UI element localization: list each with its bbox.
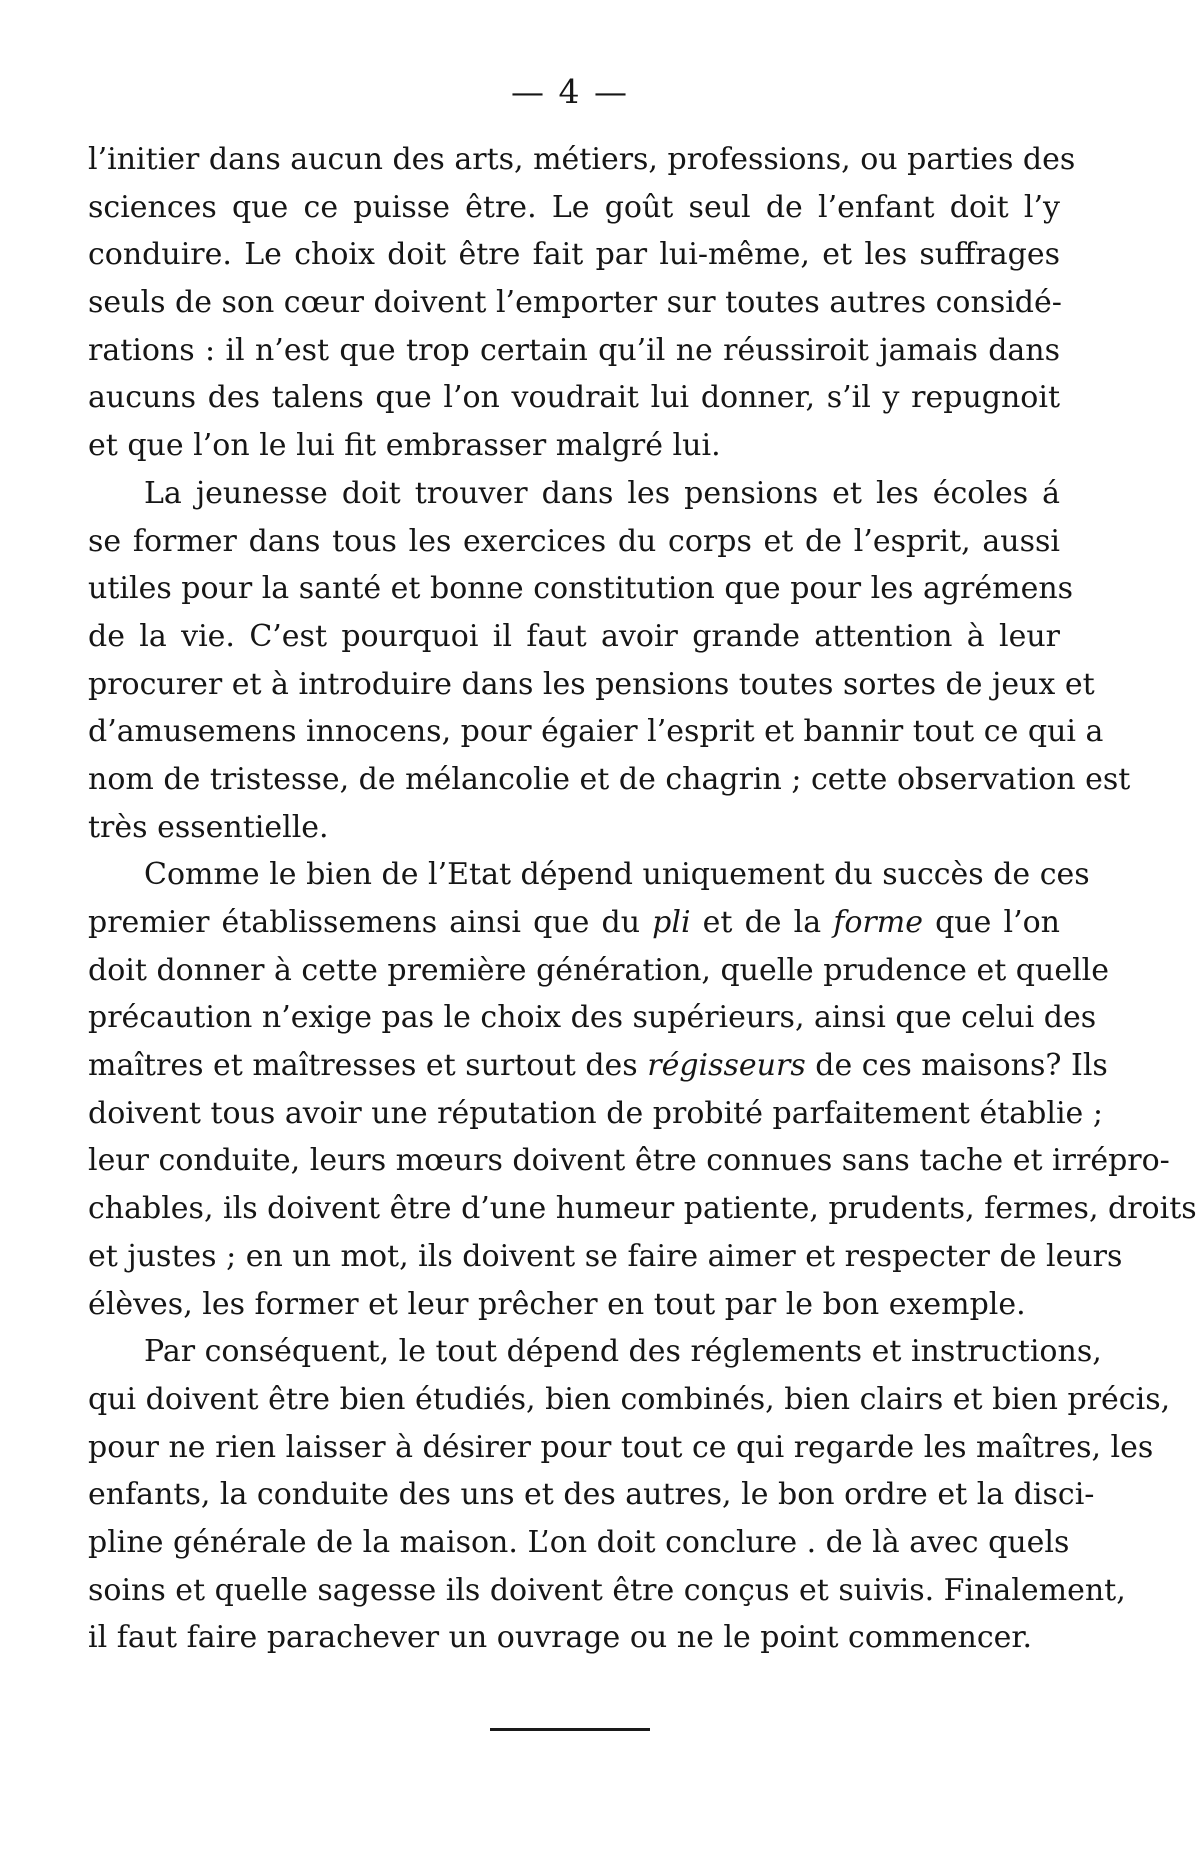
text-line: pline générale de la maison. L’on doit conclure . de là avec quels — [88, 1524, 1070, 1560]
italic-term: forme — [833, 905, 923, 940]
text-line: doit donner à cette première génération, quelle prudence et quelle — [88, 952, 1110, 988]
paragraph-1 — [88, 136, 1076, 470]
text-line: La jeunesse doit trouver dans les pensions et les écoles á — [144, 475, 1060, 511]
text-line: maîtres et maîtresses et surtout des régisseurs de ces maisons? Ils — [88, 1048, 1108, 1084]
text-line: sciences que ce puisse être. Le goût seul de l’enfant doit l’y — [88, 189, 1060, 225]
text-line: rations : il n’est que trop certain qu’il ne réussiroit jamais dans — [88, 332, 1060, 368]
text-line: chables, ils doivent être d’une humeur patiente, prudents, fermes, droits — [88, 1191, 1197, 1227]
text-line: élèves, les former et leur prêcher en tout par le bon exemple. — [88, 1286, 1026, 1322]
text-line: soins et quelle sagesse ils doivent être conçus et suivis. Finalement, — [88, 1572, 1126, 1608]
text-line: très essentielle. — [88, 809, 329, 845]
text-line: aucuns des talens que l’on voudrait lui donner, s’il y repugnoit — [88, 380, 1060, 416]
text-line: procurer et à introduire dans les pensions toutes sortes de jeux et — [88, 666, 1095, 702]
text-line: se former dans tous les exercices du corps et de l’esprit, aussi — [88, 523, 1060, 559]
paragraph-4 — [88, 1328, 1171, 1662]
text-line: utiles pour la santé et bonne constitution que pour les agrémens — [88, 571, 1074, 607]
text-line: d’amusemens innocens, pour égaier l’esprit et bannir tout ce qui a — [88, 714, 1104, 750]
page-number: — 4 — — [511, 72, 629, 111]
italic-term: pli — [652, 905, 691, 940]
text-line: Par conséquent, le tout dépend des réglements et instructions, — [144, 1334, 1102, 1370]
paragraph-3 — [88, 851, 1197, 1328]
text-line: Comme le bien de l’Etat dépend uniquement du succès de ces — [144, 857, 1090, 893]
text-line: doivent tous avoir une réputation de probité parfaitement établie ; — [88, 1095, 1103, 1131]
text-line: pour ne rien laisser à désirer pour tout ce qui regarde les maîtres, les — [88, 1429, 1154, 1465]
text-line: précaution n’exige pas le choix des supérieurs, ainsi que celui des — [88, 1000, 1097, 1036]
text-line: leur conduite, leurs mœurs doivent être connues sans tache et irrépro- — [88, 1143, 1170, 1179]
text-line: premier établissemens ainsi que du pli et de la forme que l’on — [88, 905, 1061, 940]
text-line: conduire. Le choix doit être fait par lui-même, et les suffrages — [88, 237, 1060, 273]
text-line: il faut faire parachever un ouvrage ou ne le point commencer. — [88, 1620, 1033, 1656]
text-line: l’initier dans aucun des arts, métiers, professions, ou parties des — [88, 142, 1076, 177]
text-line: qui doivent être bien étudiés, bien combinés, bien clairs et bien précis, — [88, 1381, 1171, 1417]
text-line: et justes ; en un mot, ils doivent se faire aimer et respecter de leurs — [88, 1238, 1123, 1274]
text-line: nom de tristesse, de mélancolie et de chagrin ; cette observation est — [88, 761, 1131, 797]
text-line: et que l’on le lui fit embrasser malgré lui. — [88, 428, 721, 464]
text-line: de la vie. C’est pourquoi il faut avoir grande attention à leur — [88, 618, 1060, 654]
italic-term: régisseurs — [647, 1048, 806, 1084]
text-line: seuls de son cœur doivent l’emporter sur toutes autres considé- — [88, 285, 1062, 321]
text-line: enfants, la conduite des uns et des autres, le bon ordre et la disci- — [88, 1477, 1095, 1513]
body-text — [88, 136, 1197, 1662]
end-rule — [490, 1728, 650, 1731]
paragraph-2 — [88, 470, 1131, 852]
